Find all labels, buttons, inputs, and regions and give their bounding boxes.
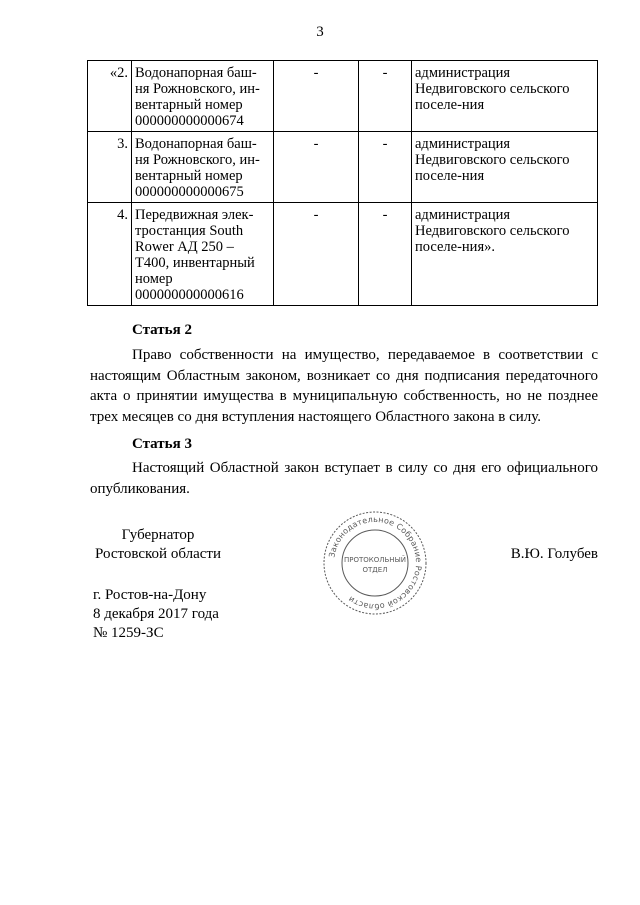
page-number: 3 bbox=[316, 24, 324, 40]
table-cell: - bbox=[359, 132, 412, 203]
table-cell: - bbox=[274, 203, 359, 306]
signatory-name: В.Ю. Голубев bbox=[510, 546, 598, 562]
table-cell: - bbox=[359, 61, 412, 132]
row-number: 4. bbox=[88, 203, 132, 306]
table-row bbox=[88, 61, 598, 132]
article-3-title: Статья 3 bbox=[132, 436, 192, 452]
official-stamp bbox=[322, 510, 428, 616]
position-line-1: Губернатор bbox=[121, 527, 195, 543]
signing-details bbox=[93, 586, 219, 643]
signing-date: 8 декабря 2017 года bbox=[93, 606, 219, 622]
signing-city: г. Ростов-на-Дону bbox=[93, 587, 207, 603]
law-number: № 1259-ЗС bbox=[93, 625, 164, 641]
row-number: 3. bbox=[88, 132, 132, 203]
property-holder: администрация Недвиговского сельского поселе-ния». bbox=[412, 203, 598, 306]
property-name: Водонапорная баш-ня Рожновского, ин-вентарный номер 000000000000675 bbox=[132, 132, 274, 203]
table-cell: - bbox=[274, 61, 359, 132]
property-name: Передвижная элек-тростанция South Rower АД 250 – Т400, инвентарный номер 000000000000616 bbox=[132, 203, 274, 306]
article-3-text: Настоящий Областной закон вступает в силу со дня его официального опубликования. bbox=[90, 460, 598, 497]
property-table bbox=[87, 60, 598, 306]
property-holder: администрация Недвиговского сельского поселе-ния bbox=[412, 132, 598, 203]
stamp-ring-text: Законодательное Собрание Ростовской области bbox=[327, 514, 424, 612]
stamp-center-line-1: ПРОТОКОЛЬНЫЙ bbox=[343, 556, 407, 564]
table-row bbox=[88, 132, 598, 203]
table-row bbox=[88, 203, 598, 306]
table-cell: - bbox=[359, 203, 412, 306]
stamp-center-line-2: ОТДЕЛ bbox=[362, 566, 388, 574]
row-number: «2. bbox=[88, 61, 132, 132]
article-2-title: Статья 2 bbox=[132, 322, 192, 338]
article-2-text: Право собственности на имущество, передаваемое в соответствии с настоящим Областным законом, возникает со дня подписания передаточного акта о принятии имущества в муниципальную собственность, но не позднее трех месяцев со дня вступления настоящего Областного закона в силу. bbox=[90, 347, 598, 425]
property-name: Водонапорная баш-ня Рожновского, ин-вентарный номер 000000000000674 bbox=[132, 61, 274, 132]
table-cell: - bbox=[274, 132, 359, 203]
position-line-2: Ростовской области bbox=[95, 546, 221, 562]
signatory-position bbox=[93, 526, 223, 564]
property-holder: администрация Недвиговского сельского поселе-ния bbox=[412, 61, 598, 132]
